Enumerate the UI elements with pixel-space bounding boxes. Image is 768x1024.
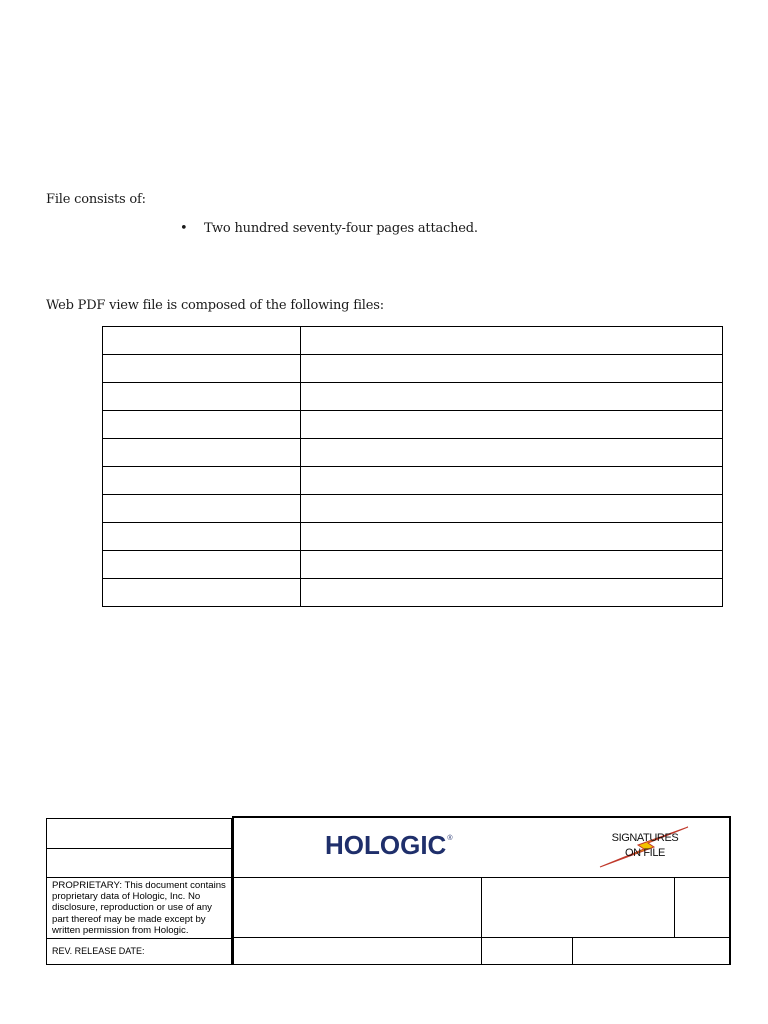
table-row <box>103 327 723 355</box>
table-cell <box>301 411 723 439</box>
rev-release-box <box>46 938 232 965</box>
title-block-cell <box>481 877 675 938</box>
table-cell <box>103 411 301 439</box>
list-item <box>180 221 478 236</box>
table-cell <box>103 551 301 579</box>
table-cell <box>301 579 723 607</box>
title-block-cell <box>232 877 482 938</box>
table-cell <box>103 355 301 383</box>
hologic-logo <box>325 830 453 861</box>
proprietary-notice: PROPRIETARY: This document contains proprietary data of Hologic, Inc. No disclosure, reproduction or use of any part thereof may be made except by written permission from Hologic. <box>52 880 226 936</box>
table-cell <box>103 467 301 495</box>
table-cell <box>103 327 301 355</box>
proprietary-notice-box <box>46 877 232 939</box>
table-cell <box>301 551 723 579</box>
files-table <box>102 326 723 607</box>
title-block-cell <box>232 937 482 965</box>
table-cell <box>103 383 301 411</box>
stamp-line-2: ON FILE <box>625 847 665 859</box>
file-intro-text: File consists of: <box>46 192 146 207</box>
table-cell <box>301 495 723 523</box>
table-row <box>103 551 723 579</box>
rev-release-date-label: REV. RELEASE DATE: <box>52 946 145 956</box>
table-row <box>103 579 723 607</box>
table-row <box>103 523 723 551</box>
table-cell <box>301 355 723 383</box>
list-item-text: Two hundred seventy-four pages attached. <box>204 221 478 236</box>
table-cell <box>301 523 723 551</box>
table-cell <box>301 467 723 495</box>
registered-mark: ® <box>447 835 453 842</box>
table-cell <box>103 579 301 607</box>
title-block-cell <box>674 877 731 938</box>
table-cell <box>103 439 301 467</box>
table-row <box>103 439 723 467</box>
table-row <box>103 383 723 411</box>
table-row <box>103 495 723 523</box>
table-row <box>103 355 723 383</box>
table-row <box>103 411 723 439</box>
web-pdf-intro-text: Web PDF view file is composed of the following files: <box>46 298 384 313</box>
table-cell <box>103 523 301 551</box>
title-block-cell <box>481 937 573 965</box>
signatures-on-file-stamp <box>598 825 692 869</box>
title-block-cell <box>572 937 731 965</box>
logo-text: HOLOGIC <box>325 830 447 860</box>
title-block-cell <box>46 848 232 878</box>
table-cell <box>103 495 301 523</box>
table-cell <box>301 439 723 467</box>
title-block-cell <box>46 818 232 849</box>
table-row <box>103 467 723 495</box>
bullet-icon: • <box>180 221 188 236</box>
table-cell <box>301 383 723 411</box>
table-cell <box>301 327 723 355</box>
stamp-line-1: SIGNATURES <box>611 832 679 844</box>
